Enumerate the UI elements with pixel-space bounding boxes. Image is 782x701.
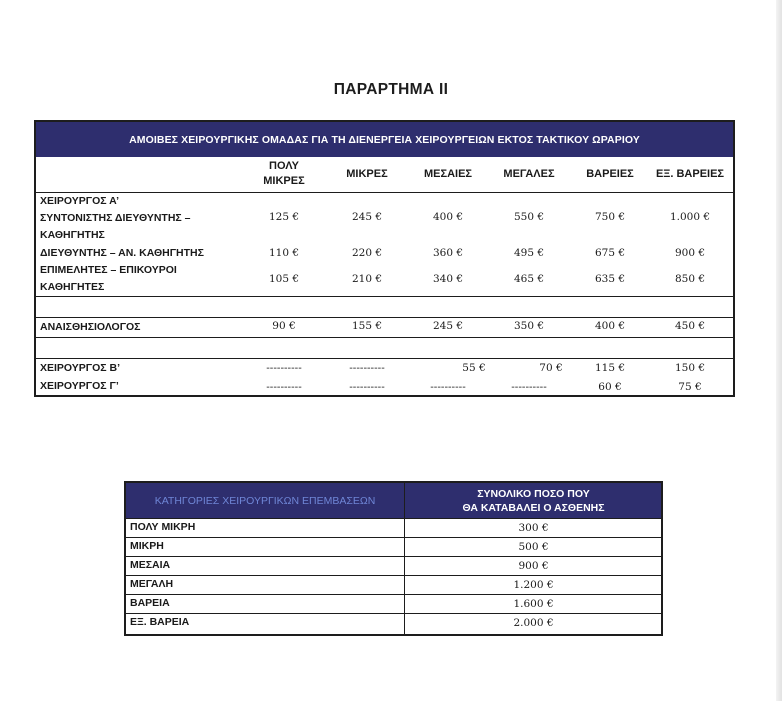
table-cell: 220 € (351, 247, 383, 259)
table-cell: 350 € (513, 320, 545, 332)
table-cell: 400 € (594, 320, 626, 332)
table-cell: ---------- (266, 362, 302, 374)
row-label: ΧΕΙΡΟΥΡΓΟΣ Α’ ΣΥΝΤΟΝΙΣΤΗΣ ΔΙΕΥΘΥΝΤΗΣ – ΚΑΘΗΓΗΤΗΣ (40, 195, 191, 241)
page-title: ΠΑΡΑΡΤΗΜΑ ΙΙ (333, 81, 449, 98)
category-cell: ΜΙΚΡΗ (130, 540, 164, 552)
table-cell: 125 € (268, 211, 300, 223)
row-label: ΕΠΙΜΕΛΗΤΕΣ – ΕΠΙΚΟΥΡΟΙ ΚΑΘΗΓΗΤΕΣ (40, 264, 177, 293)
table-cell: 245 € (351, 211, 383, 223)
table-header: ΑΜΟΙΒΕΣ ΧΕΙΡΟΥΡΓΙΚΗΣ ΟΜΑΔΑΣ ΓΙΑ ΤΗ ΔΙΕΝΕΡΓΕΙΑ ΧΕΙΡΟΥΡΓΕΙΩΝ ΕΚΤΟΣ ΤΑΚΤΙΚΟΥ ΩΡΑΡΙΟΥ (36, 122, 733, 157)
table-cell: ---------- (266, 381, 302, 393)
table-cell: 495 € (513, 247, 545, 259)
table-cell: 340 € (432, 273, 464, 285)
amount-cell: 300 € (518, 522, 549, 534)
column-header-total-amount: ΣΥΝΟΛΙΚΟ ΠΟΣΟ ΠΟΥ ΘΑ ΚΑΤΑΒΑΛΕΙ Ο ΑΣΘΕΝΗΣ (462, 487, 605, 514)
table-row (126, 594, 661, 614)
table-cell: 1.000 € (669, 211, 711, 223)
page-edge (776, 0, 782, 701)
table-cell: ---------- (349, 381, 385, 393)
row-label: ΧΕΙΡΟΥΡΓΟΣ Γ’ (40, 380, 119, 392)
table-cell: 105 € (268, 273, 300, 285)
row-label: ΧΕΙΡΟΥΡΓΟΣ Β’ (40, 362, 121, 374)
table-cell: 70 € (539, 362, 563, 374)
column-header-categories: ΚΑΤΗΓΟΡΙΕΣ ΧΕΙΡΟΥΡΓΙΚΩΝ ΕΠΕΜΒΑΣΕΩΝ (154, 494, 376, 507)
amount-cell: 500 € (518, 541, 549, 553)
table-cell: 60 € (598, 381, 622, 393)
table-cell: 155 € (351, 320, 383, 332)
table-cell: 210 € (351, 273, 383, 285)
category-cell: ΜΕΓΑΛΗ (130, 578, 174, 590)
column-header: ΒΑΡΕΙΕΣ (586, 168, 634, 180)
table-cell: 465 € (513, 273, 545, 285)
table-cell: 550 € (513, 211, 545, 223)
category-cell: ΜΕΣΑΙΑ (130, 559, 171, 571)
amount-cell: 1.600 € (513, 598, 554, 610)
row-label: ΔΙΕΥΘΥΝΤΗΣ – ΑΝ. ΚΑΘΗΓΗΤΗΣ (40, 247, 204, 259)
column-header: ΕΞ. ΒΑΡΕΙΕΣ (655, 168, 725, 180)
patient-total-amount-table (124, 481, 663, 636)
table-cell: 115 € (594, 362, 626, 374)
amount-cell: 900 € (518, 560, 549, 572)
table-cell: 635 € (594, 273, 626, 285)
table-cell: 750 € (594, 211, 626, 223)
column-header: ΜΕΣΑΙΕΣ (423, 168, 473, 180)
category-cell: ΕΞ. ΒΑΡΕΙΑ (130, 616, 190, 628)
divider (36, 358, 733, 359)
table-row (126, 518, 661, 538)
table-cell: 150 € (674, 362, 706, 374)
row-label: ΑΝΑΙΣΘΗΣΙΟΛΟΓΟΣ (40, 321, 141, 333)
divider (36, 296, 733, 297)
amount-cell: 1.200 € (513, 579, 554, 591)
table-row (126, 537, 661, 557)
table-cell: 400 € (432, 211, 464, 223)
category-cell: ΒΑΡΕΙΑ (130, 597, 170, 609)
table-row (126, 613, 661, 635)
divider (36, 317, 733, 318)
table-cell: 360 € (432, 247, 464, 259)
table-cell: 245 € (432, 320, 464, 332)
table-cell: 900 € (674, 247, 706, 259)
table-cell: ---------- (349, 362, 385, 374)
table-cell: 110 € (268, 247, 300, 259)
divider (36, 337, 733, 338)
table-cell: ---------- (430, 381, 466, 393)
table-cell: 90 € (272, 320, 296, 332)
amount-cell: 2.000 € (513, 617, 554, 629)
table-row (126, 556, 661, 576)
surgical-team-fees-table (34, 120, 735, 397)
table-cell: 55 € (462, 362, 486, 374)
table-row (126, 575, 661, 595)
column-header: ΠΟΛΥ ΜΙΚΡΕΣ (263, 160, 305, 187)
table-cell: ---------- (511, 381, 547, 393)
table-cell: 850 € (674, 273, 706, 285)
table-cell: 75 € (678, 381, 702, 393)
table-cell: 450 € (674, 320, 706, 332)
category-cell: ΠΟΛΥ ΜΙΚΡΗ (130, 521, 196, 533)
table-cell: 675 € (594, 247, 626, 259)
column-header: ΜΙΚΡΕΣ (346, 168, 388, 180)
column-header: ΜΕΓΑΛΕΣ (503, 168, 555, 180)
